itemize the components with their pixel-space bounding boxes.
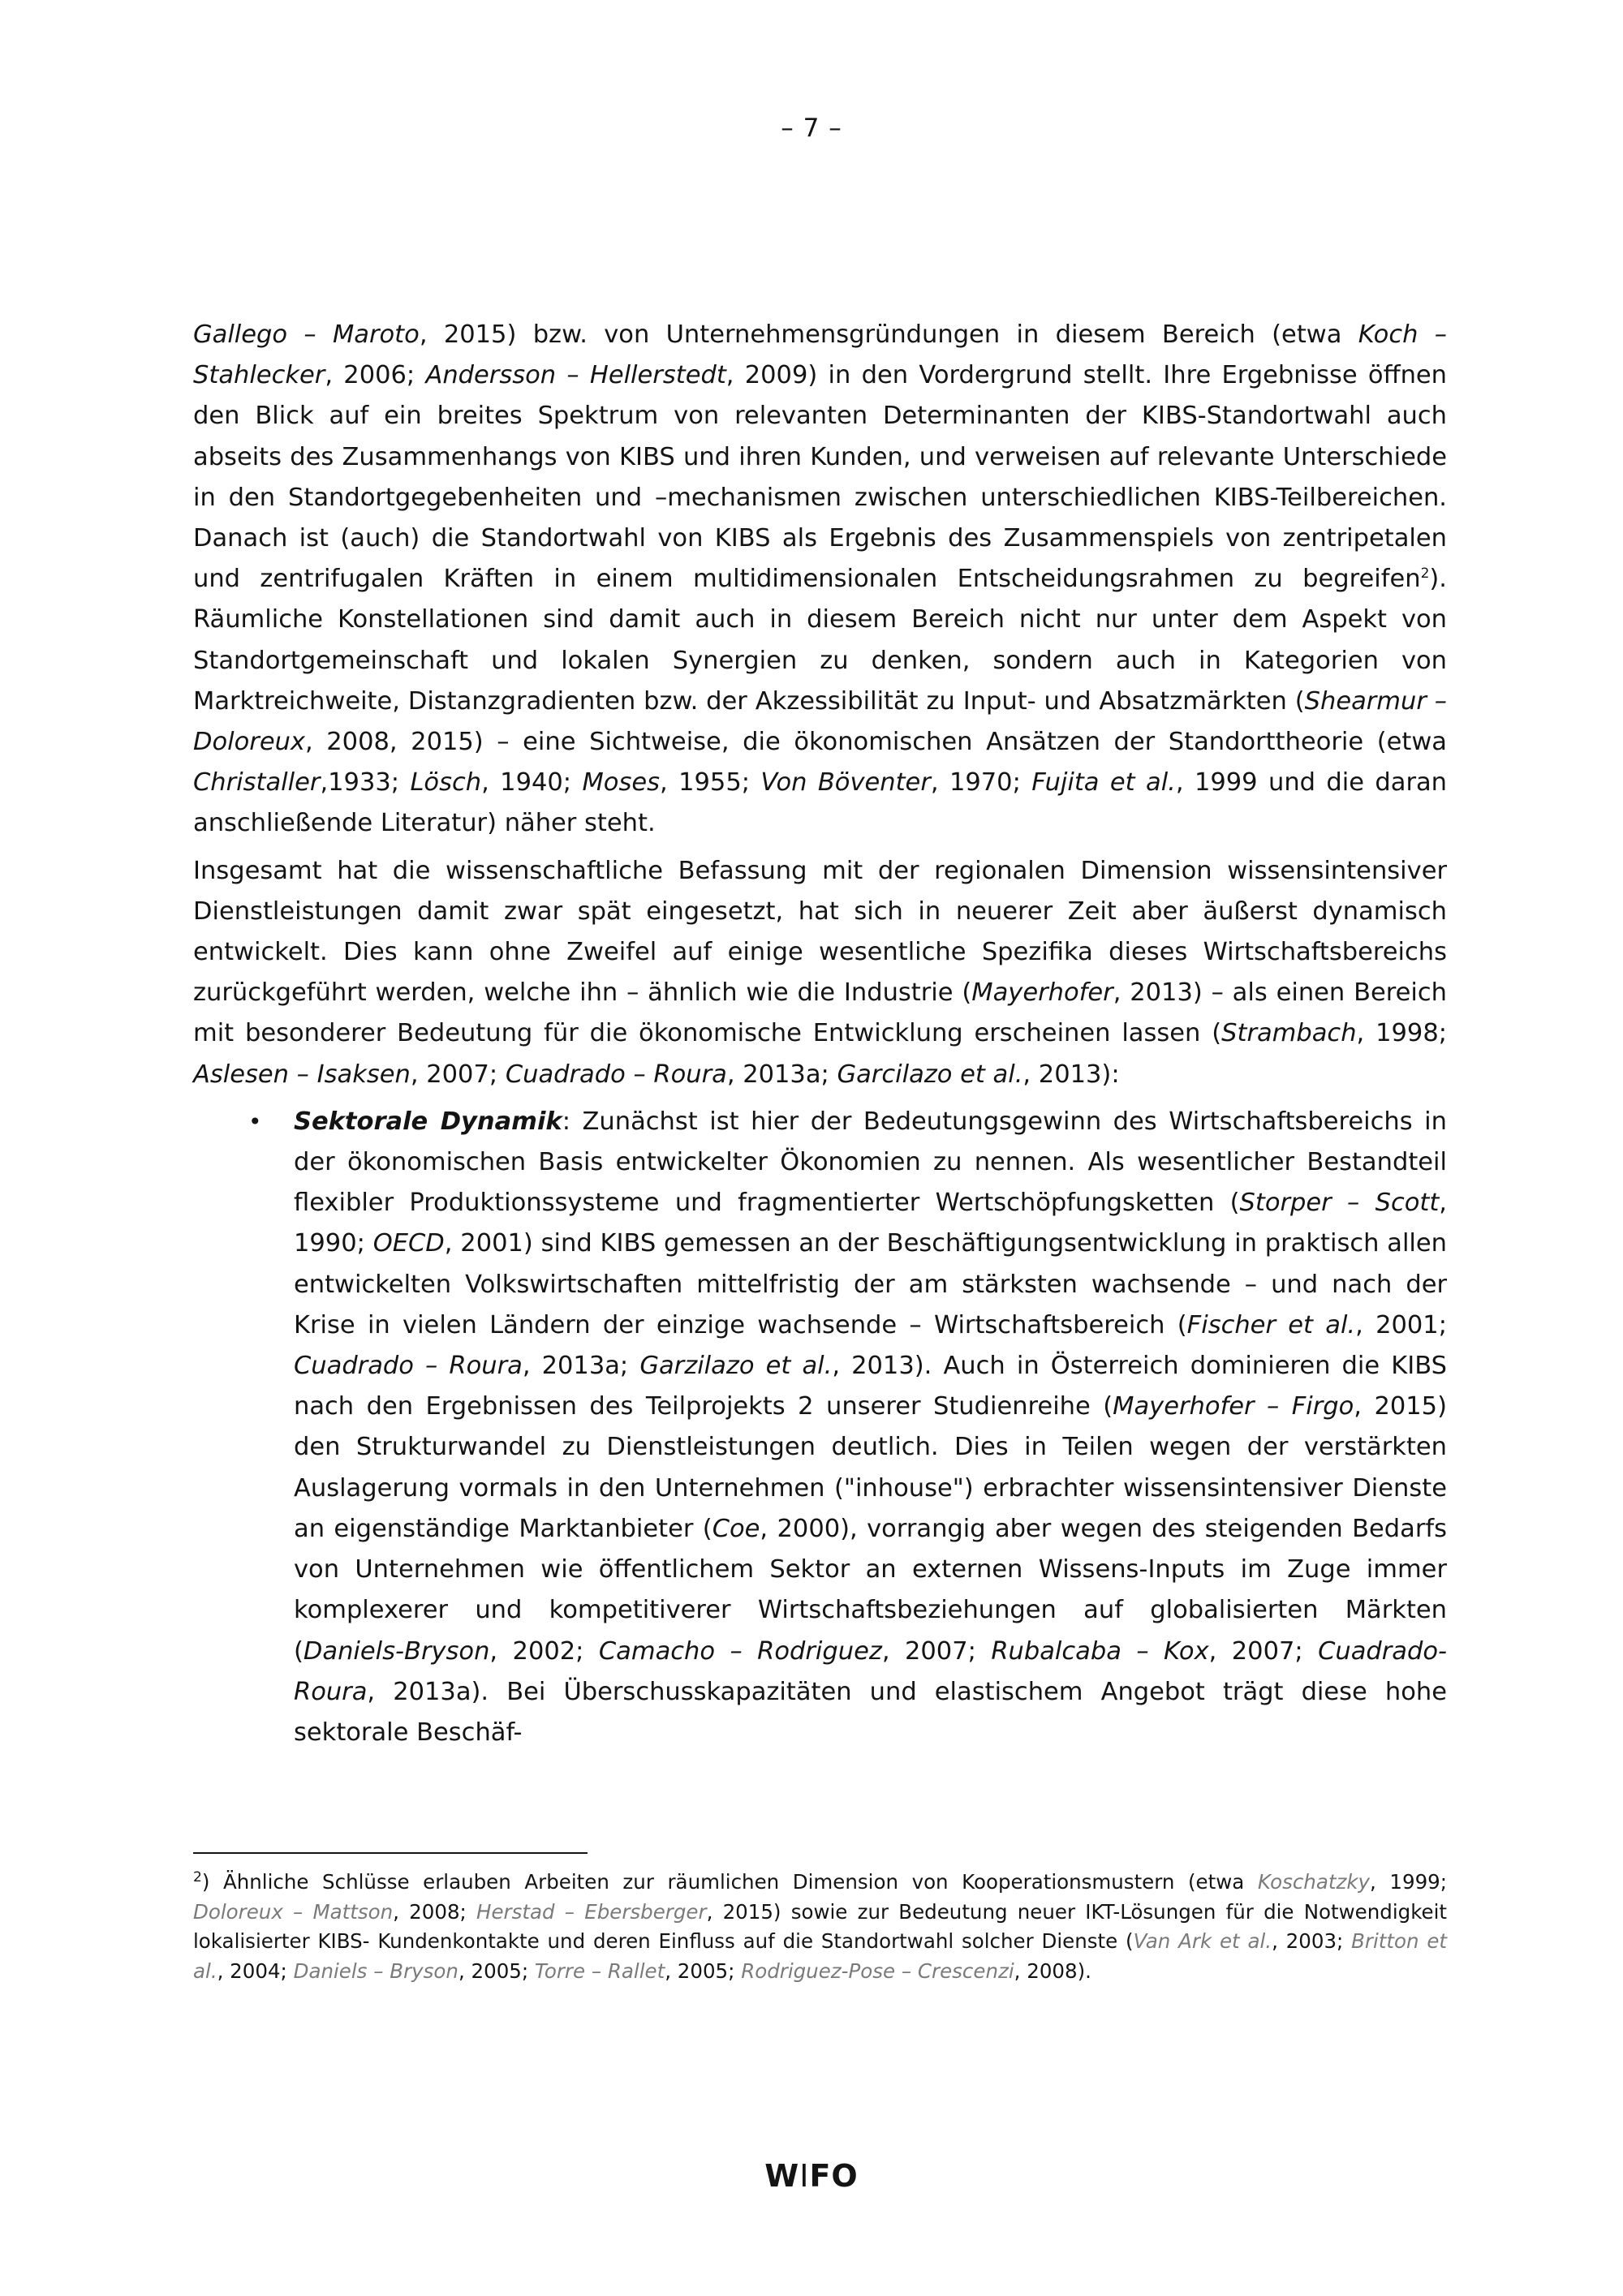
text-run: , 2008, 2015) – eine Sichtweise, die ökonomischen Ansätzen der Standorttheorie (etwa [304, 728, 1447, 757]
text-run: 2 [1420, 565, 1430, 583]
text-run: Garcilazo et al. [837, 1060, 1023, 1089]
text-run: Andersson – Hellerstedt [425, 361, 726, 390]
text-run: Moses [582, 768, 661, 798]
text-run: , 1940; [481, 768, 583, 798]
text-run: , 2013a; [522, 1352, 640, 1381]
bullet-icon: • [248, 1107, 262, 1135]
text-run: Rubalcaba – Kox [991, 1636, 1209, 1666]
text-run: , 2003; [1272, 1929, 1352, 1953]
text-run: Sektorale Dynamik [294, 1107, 562, 1136]
text-run: , 2007; [410, 1060, 506, 1089]
text-run: Garzilazo et al. [639, 1352, 833, 1381]
text-run: , 2013). Auch in Österreich dominieren die KIBS nach den Ergebnissen des Teilprojekts 2 unserer Studienreihe ( [294, 1352, 1448, 1421]
text-run: Daniels – Bryson [293, 1958, 458, 1983]
text-run: Christaller [193, 768, 321, 798]
text-run: ). Räumliche Konstellationen sind damit auch in diesem Bereich nicht nur unter dem Aspekt von Standortgemeinschaft und lokalen Synergien zu denken, sondern auch in Kategorien von Marktreichweite, Distanzgradienten bzw. der Akzessibilität zu Input- und Absatzmärkten ( [193, 565, 1447, 716]
text-run: Cuadrado-Roura [294, 1636, 1448, 1706]
text-run: , 2008). [1014, 1958, 1091, 1983]
footnote [193, 1868, 1447, 1986]
footnote-divider [193, 1852, 588, 1854]
text-run: , 2007; [1208, 1636, 1319, 1666]
text-run: Cuadrado – Roura [294, 1352, 523, 1381]
text-run: , 2013): [1022, 1060, 1120, 1089]
text-run: , 2005; [458, 1958, 535, 1983]
text-run: Lösch [410, 768, 482, 798]
text-run: ,1933; [320, 768, 411, 798]
text-run: Koch – Stahlecker [193, 320, 1448, 390]
text-run: , 2004; [217, 1958, 294, 1983]
text-run: Mayerhofer – Firgo [1113, 1392, 1354, 1421]
text-run: , 1999 und die daran anschließende Literatur) näher steht. [193, 768, 1448, 838]
text-run: Fischer et al. [1186, 1310, 1356, 1339]
text-run: , 2006; [325, 361, 426, 390]
text-run: Britton et al. [193, 1929, 1448, 1983]
text-run: Coe [712, 1514, 760, 1543]
text-run: , 1990; [294, 1189, 1447, 1258]
text-run: , 2013a; [726, 1060, 837, 1089]
text-run: Camacho – Rodriguez [598, 1636, 882, 1666]
text-run: , 2015) sowie zur Bedeutung neuer IKT-Lösungen für die Notwendigkeit lokalisierter KIBS- Kundenkontakte und deren Einfluss auf die Standortwahl solcher Dienste ( [193, 1899, 1447, 1953]
bullet-text [294, 1102, 1447, 1753]
text-run: Fujita et al. [1031, 768, 1176, 798]
text-run: , 2013) – als einen Bereich mit besonderer Bedeutung für die ökonomische Entwicklung erscheinen lassen ( [193, 978, 1447, 1048]
text-run: Van Ark et al. [1133, 1929, 1272, 1953]
text-run: Mayerhofer [971, 978, 1113, 1008]
text-run: Strambach [1221, 1019, 1357, 1048]
text-run: Storper – Scott [1239, 1189, 1440, 1218]
text-run: , 2015) bzw. von Unternehmensgründungen in diesem Bereich (etwa [419, 320, 1358, 349]
text-run: , 2001; [1355, 1310, 1447, 1339]
text-run: Doloreux – Mattson [193, 1899, 394, 1924]
text-run: Cuadrado – Roura [505, 1060, 727, 1089]
text-run: , 2002; [489, 1636, 599, 1666]
text-run: , 1955; [660, 768, 761, 798]
logo-text-right: FO [809, 2158, 859, 2194]
text-run: Insgesamt hat die wissenschaftliche Befassung mit der regionalen Dimension wissensintensiver Dienstleistungen damit zwar spät eingesetzt, hat sich in neuerer Zeit aber äußerst dynamisch entwickelt. Dies kann ohne Zweifel auf einige wesentliche Spezifika dieses Wirtschaftsbereichs zurückgeführt werden, welche ihn – ähnlich wie die Industrie ( [193, 856, 1447, 1008]
text-run: , 2009) in den Vordergrund stellt. Ihre Ergebnisse öffnen den Blick auf ein breites Spektrum von relevanten Determinanten der KIBS-Standortwahl auch abseits des Zusammenhangs von KIBS und ihren Kunden, und verweisen auf relevante Unterschiede in den Standortgegebenheiten und –mechanismen zwischen unterschiedlichen KIBS-Teilbereichen. Danach ist (auch) die Standortwahl von KIBS als Ergebnis des Zusammenspiels von zentripetalen und zentrifugalen Kräften in einem multidimensionalen Entscheidungsrahmen zu begreifen [193, 361, 1448, 594]
text-run: , 2005; [665, 1958, 742, 1983]
text-run: , 2013a). Bei Überschusskapazitäten und elastischem Angebot trägt diese hohe sektorale Beschäf- [294, 1677, 1447, 1747]
text-run: Rodriguez-Pose – Crescenzi [741, 1958, 1014, 1983]
text-run: Torre – Rallet [534, 1958, 665, 1983]
text-run: ) Ähnliche Schlüsse erlauben Arbeiten zur räumlichen Dimension von Kooperationsmustern (etwa [201, 1870, 1258, 1894]
text-run: Herstad – Ebersberger [476, 1899, 707, 1924]
text-run: Aslesen – Isaksen [193, 1060, 411, 1089]
text-run: Von Böventer [760, 768, 931, 798]
text-run: Koschatzky [1257, 1870, 1371, 1894]
text-run: Daniels-Bryson [303, 1636, 490, 1666]
page-number: – 7 – [781, 114, 842, 143]
text-run: Shearmur – Doloreux [193, 686, 1448, 757]
logo-text-left: W [764, 2158, 800, 2194]
text-run: , 2001) sind KIBS gemessen an der Beschäftigungsentwicklung in praktisch allen entwickelten Volkswirtschaften mittelfristig der am stärksten wachsende – und nach der Krise in vielen Ländern der einzige wachsende – Wirtschaftsbereich ( [294, 1229, 1448, 1339]
text-run: 2 [193, 1868, 202, 1885]
text-run: OECD [372, 1229, 445, 1258]
wifo-logo [0, 2158, 1623, 2194]
text-run: , 1970; [930, 768, 1032, 798]
logo-mark: I [799, 2158, 810, 2194]
text-run: , 1998; [1356, 1019, 1447, 1048]
text-run: , 2000), vorrangig aber wegen des steigenden Bedarfs von Unternehmen wie öffentlichem Sektor an externen Wissens-Inputs im Zuge immer komplexerer und kompetitiverer Wirtschaftsbeziehungen auf globalisierten Märkten ( [294, 1514, 1448, 1666]
text-run: , 2015) den Strukturwandel zu Dienstleistungen deutlich. Dies in Teilen wegen der verstärkten Auslagerung vormals in den Unternehmen ("inhouse") erbrachter wissensintensiver Dienste an eigenständige Marktanbieter ( [294, 1392, 1447, 1543]
text-run: Gallego – Maroto [193, 320, 420, 349]
paragraph-2 [193, 851, 1447, 1095]
paragraph-1 [193, 315, 1447, 845]
text-run: : Zunächst ist hier der Bedeutungsgewinn des Wirtschaftsbereichs in der ökonomischen Basis entwickelter Ökonomien zu nennen. Als wesentlicher Bestandteil flexibler Produktionssysteme und fragmentierter Wertschöpfungsketten ( [294, 1107, 1447, 1218]
text-run: , 1999; [1370, 1870, 1447, 1894]
bullet-item-sektorale-dynamik [193, 1102, 1447, 1753]
body-text [193, 315, 1447, 1760]
text-run: , 2008; [393, 1899, 477, 1924]
text-run: , 2007; [881, 1636, 992, 1666]
